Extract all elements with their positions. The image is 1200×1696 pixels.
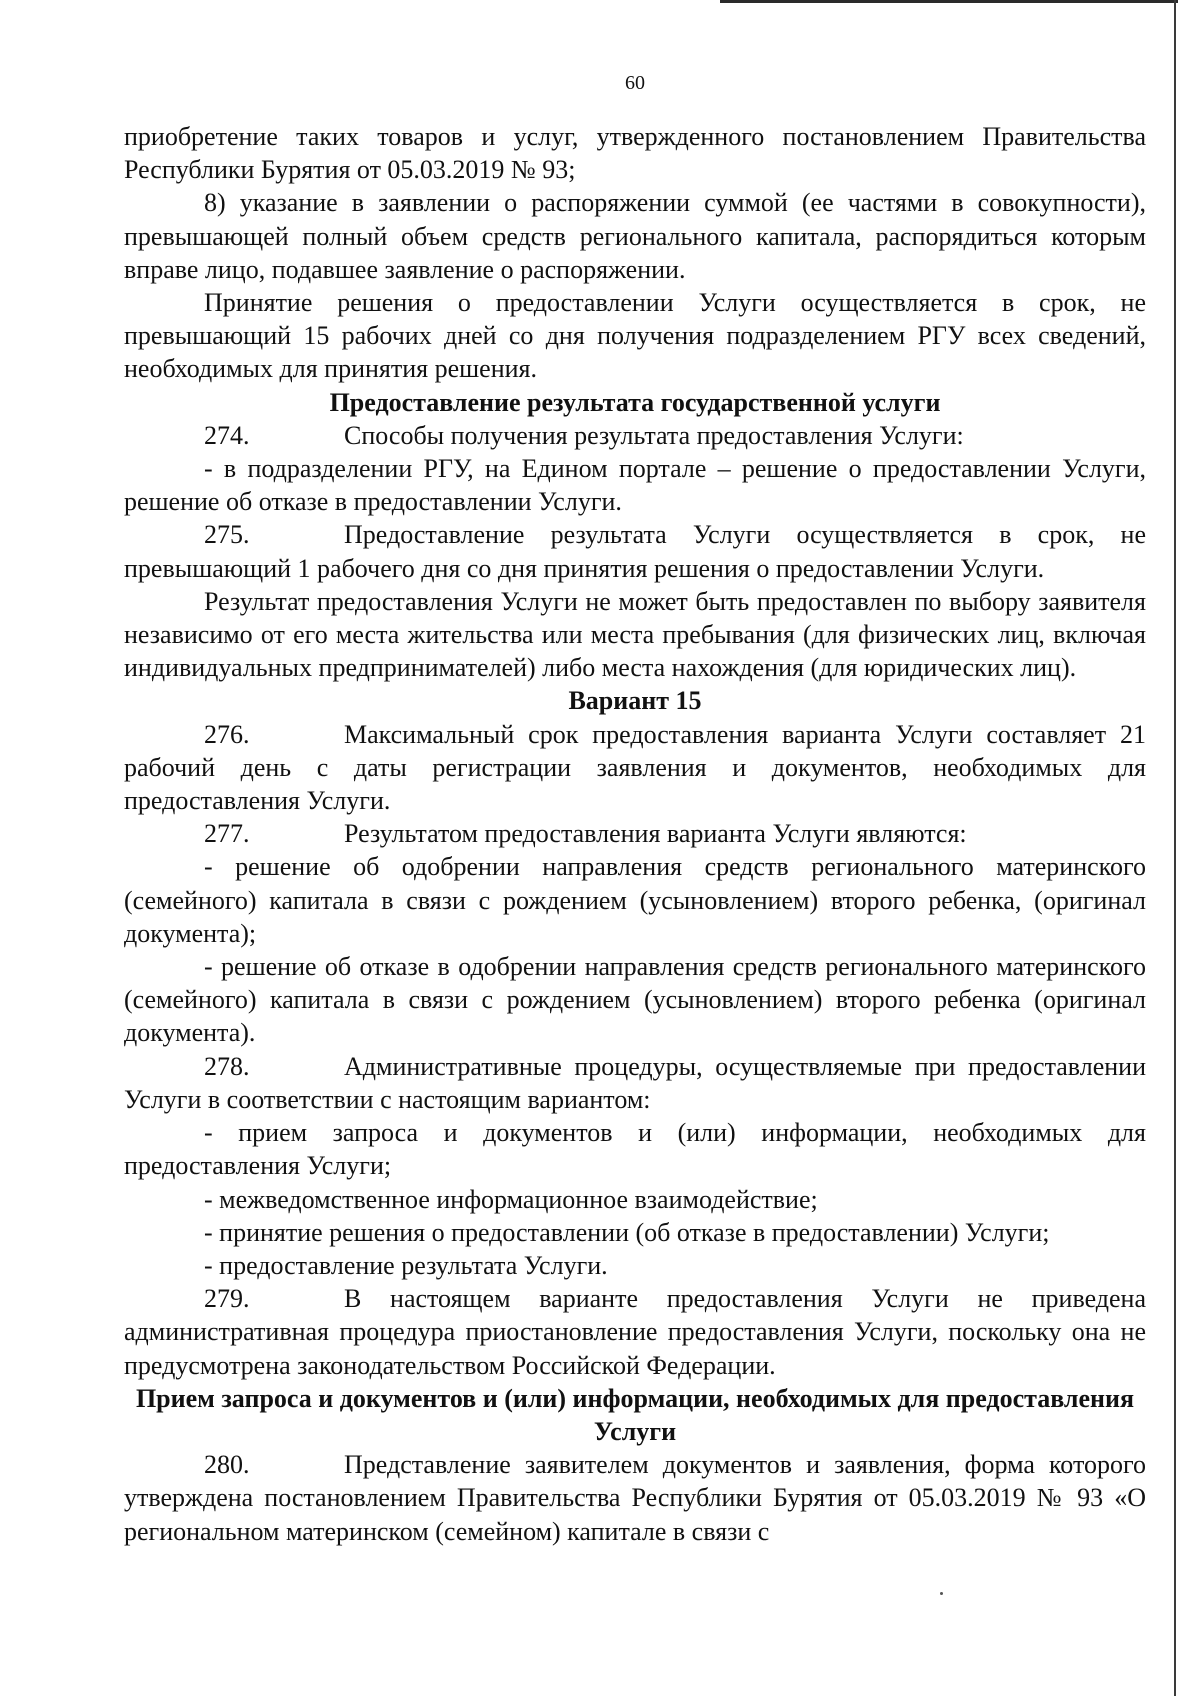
paragraph-number: 277. bbox=[204, 819, 250, 849]
list-item-procedure-1: - прием запроса и документов и (или) информации, необходимых для предоставления Услуги; bbox=[124, 1118, 1146, 1181]
paragraph-275 bbox=[124, 518, 1146, 584]
scan-speck bbox=[940, 1592, 943, 1595]
paragraph-277 bbox=[124, 817, 1146, 850]
paragraph-number: 278. bbox=[204, 1051, 250, 1081]
section-heading-variant-15: Вариант 15 bbox=[568, 686, 702, 716]
paragraph-274 bbox=[124, 419, 1146, 452]
paragraph-text: Результатом предоставления варианта Услуги являются: bbox=[344, 819, 967, 849]
paragraph-280 bbox=[124, 1448, 1146, 1548]
paragraph-continuation: приобретение таких товаров и услуг, утвержденного постановлением Правительства Республики Бурятия от 05.03.2019 № 93; bbox=[124, 122, 1146, 185]
paragraph-text: В настоящем варианте предоставления Услуги не приведена административная процедура приостановление предоставления Услуги, поскольку она не предусмотрена законодательством Российской Федерации. bbox=[124, 1284, 1146, 1380]
paragraph-number: 280. bbox=[204, 1450, 250, 1480]
paragraph-item-8: 8) указание в заявлении о распоряжении суммой (ее частями в совокупности), превышающей полный объем средств регионального капитала, распорядиться которым вправе лицо, подавшее заявление о распоряжении. bbox=[124, 188, 1146, 284]
paragraph-text: Максимальный срок предоставления варианта Услуги составляет 21 рабочий день с даты регистрации заявления и документов, необходимых для предоставления Услуги. bbox=[124, 719, 1146, 816]
paragraph-279 bbox=[124, 1282, 1146, 1382]
paragraph-number: 276. bbox=[204, 719, 250, 749]
paragraph-text: Представление заявителем документов и заявления, форма которого утверждена постановлением Правительства Республики Бурятия от 05.03.2019 № 93 «О региональном материнском (семейном) капитале в связи с bbox=[124, 1450, 1146, 1546]
list-item-result-methods: - в подразделении РГУ, на Едином портале – решение о предоставлении Услуги, решение об отказе в предоставлении Услуги. bbox=[124, 454, 1146, 517]
paragraph-text: Предоставление результата Услуги осуществляется в срок, не превышающий 1 рабочего дня со дня принятия решения о предоставлении Услуги. bbox=[124, 520, 1146, 583]
page-number: 60 bbox=[625, 72, 645, 94]
list-item-refusal: - решение об отказе в одобрении направления средств регионального материнского (семейного) капитала в связи с рождением (усыновлением) второго ребенка (оригинал документа). bbox=[124, 952, 1146, 1048]
paragraph-number: 274. bbox=[204, 420, 250, 450]
paragraph-276 bbox=[124, 718, 1146, 818]
section-heading-request-intake: Прием запроса и документов и (или) информации, необходимых для предоставления Услуги bbox=[135, 1383, 1135, 1446]
paragraph-278 bbox=[124, 1050, 1146, 1116]
paragraph-number: 275. bbox=[204, 520, 250, 550]
scan-edge-top bbox=[720, 0, 1178, 3]
paragraph-text: Административные процедуры, осуществляемые при предоставлении Услуги в соответствии с настоящим вариантом: bbox=[124, 1051, 1146, 1114]
section-heading-result: Предоставление результата государственной услуги bbox=[329, 387, 941, 417]
paragraph-text: Способы получения результата предоставления Услуги: bbox=[344, 420, 964, 450]
scan-edge-right bbox=[1174, 0, 1176, 1696]
document-body bbox=[124, 120, 1146, 1548]
list-item-procedure-4: - предоставление результата Услуги. bbox=[204, 1250, 608, 1280]
list-item-procedure-2: - межведомственное информационное взаимодействие; bbox=[204, 1184, 818, 1214]
list-item-approval: - решение об одобрении направления средств регионального материнского (семейного) капитала в связи с рождением (усыновлением) второго ребенка, (оригинал документа); bbox=[124, 852, 1146, 948]
list-item-procedure-3: - принятие решения о предоставлении (об отказе в предоставлении) Услуги; bbox=[204, 1217, 1050, 1247]
paragraph-result-choice: Результат предоставления Услуги не может быть предоставлен по выбору заявителя независимо от его места жительства или места пребывания (для физических лиц, включая индивидуальных предпринимателей) либо места нахождения (для юридических лиц). bbox=[124, 586, 1146, 683]
paragraph-number: 279. bbox=[204, 1284, 250, 1314]
paragraph-decision-term: Принятие решения о предоставлении Услуги осуществляется в срок, не превышающий 15 рабочих дней со дня получения подразделением РГУ всех сведений, необходимых для принятия решения. bbox=[124, 288, 1146, 384]
